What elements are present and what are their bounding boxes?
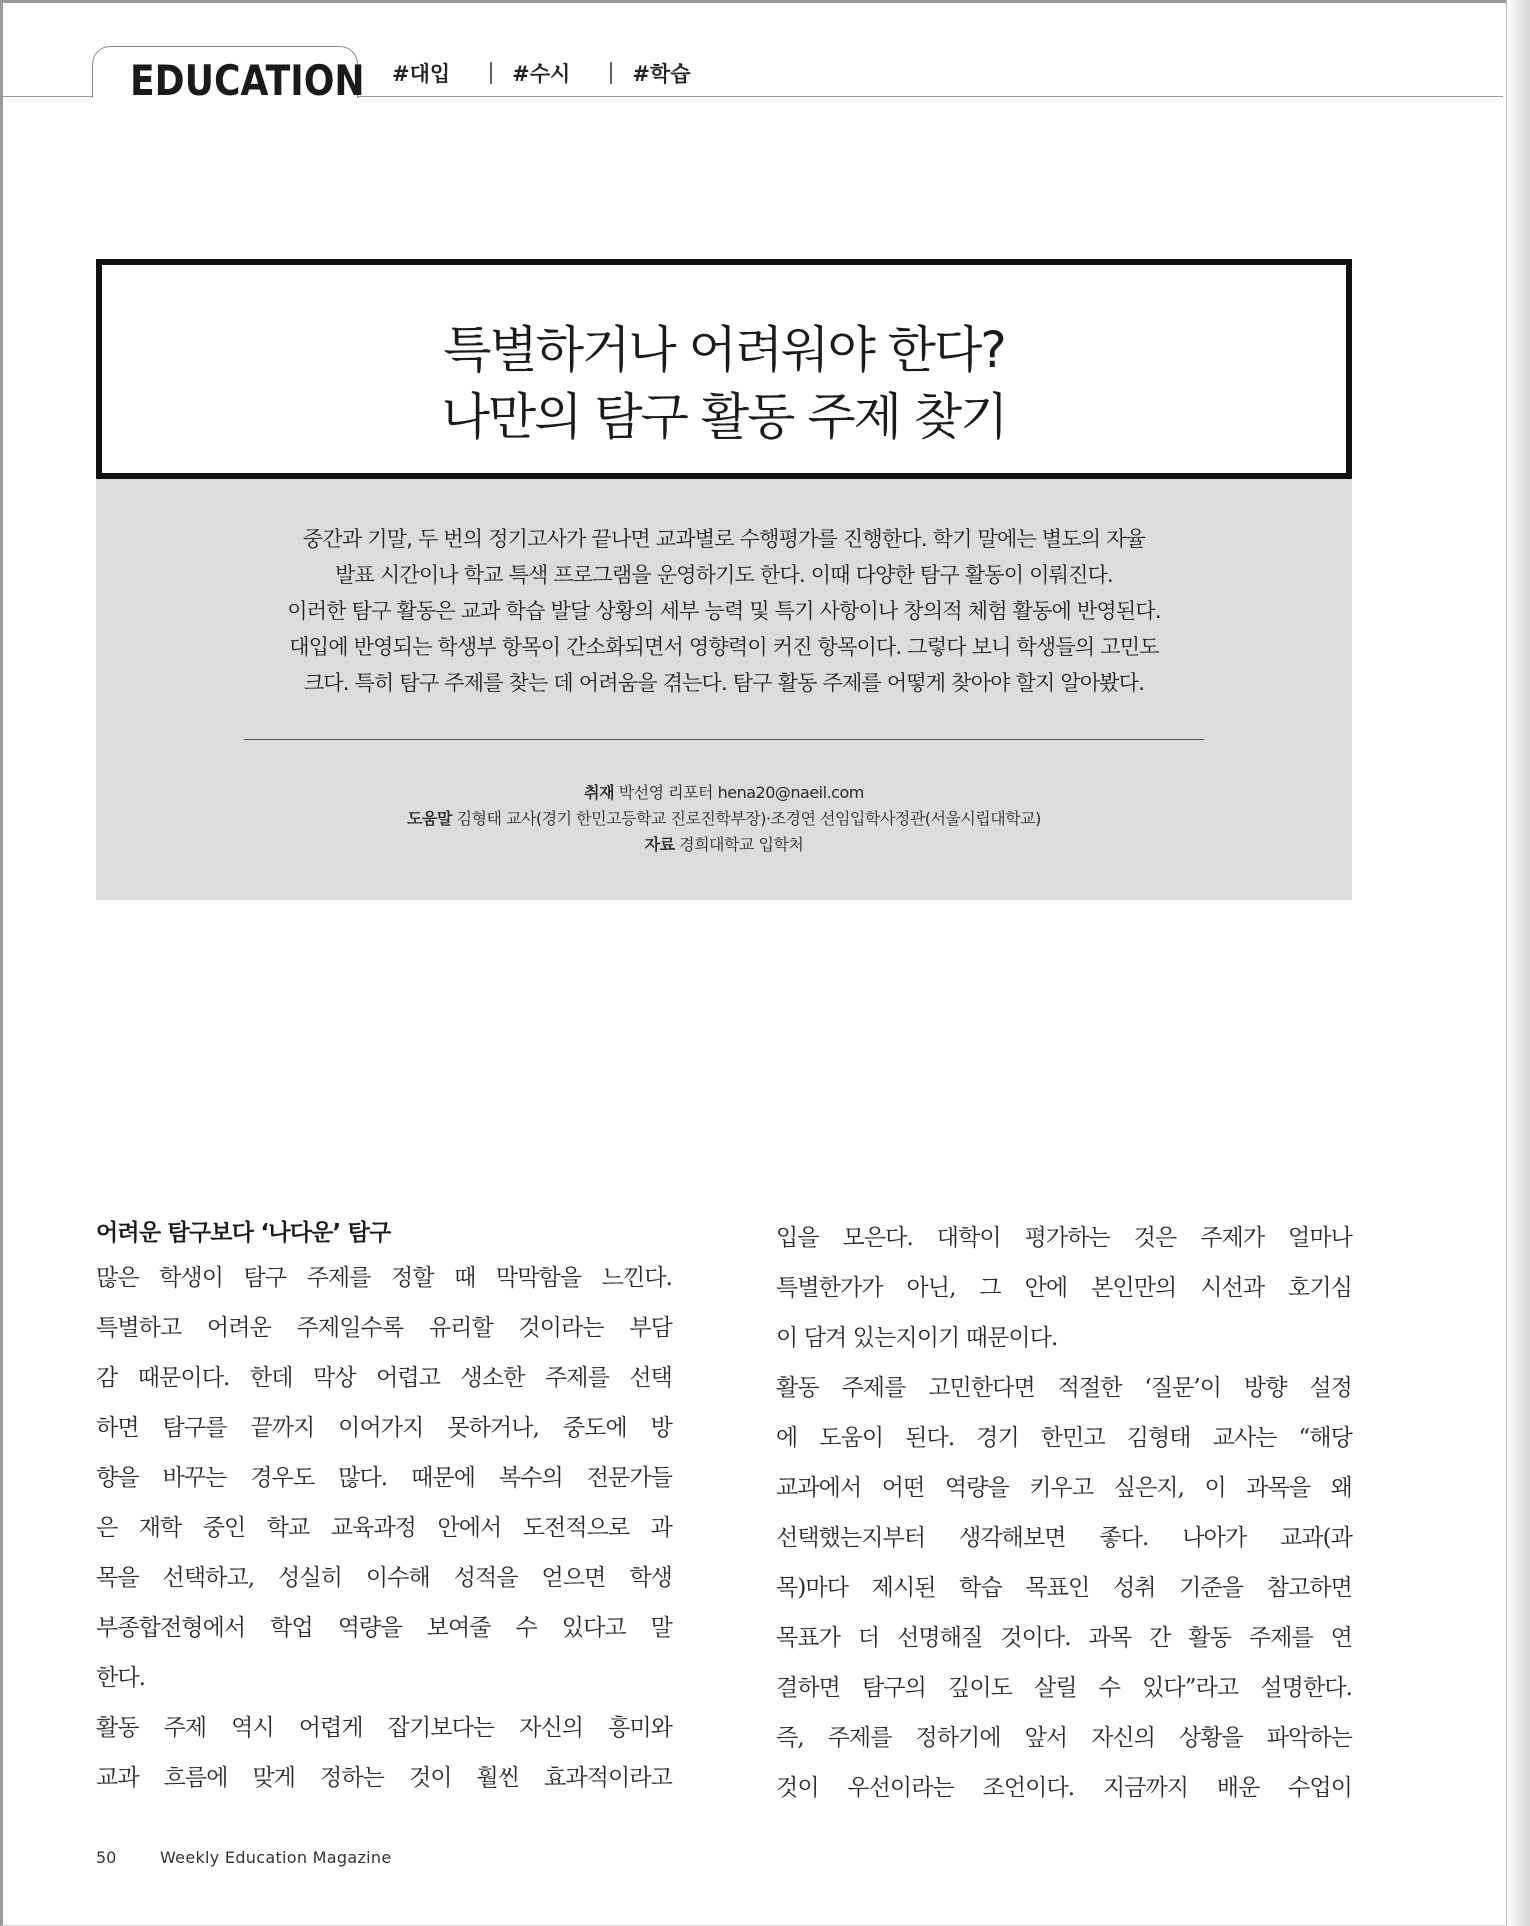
body-line: 교과 흐름에 맞게 정하는 것이 훨씬 효과적이라고: [96, 1765, 672, 1791]
title-box: [96, 259, 1352, 479]
credit-source: [96, 832, 1352, 858]
body-line: 향을 바꾸는 경우도 많다. 때문에 복수의 전문가들: [96, 1465, 672, 1491]
body-line: 하면 탐구를 끝까지 이어가지 못하거나, 중도에 방: [96, 1415, 672, 1441]
credit-help-value: 김형태 교사(경기 한민고등학교 진로진학부장)·조경연 선임입학사정관(서울시립대학교): [456, 809, 1041, 828]
headline-line-2: 나만의 탐구 활동 주제 찾기: [441, 388, 1007, 446]
lead-line: 발표 시간이나 학교 특색 프로그램을 운영하기도 한다. 이때 다양한 탐구 활동이 이뤄진다.: [335, 563, 1113, 587]
tag-admission[interactable]: #대입: [392, 62, 451, 86]
body-line: 것이 우선이라는 조언이다. 지금까지 배운 수업이: [776, 1775, 1352, 1801]
credit-help-label: 도움말: [407, 809, 452, 828]
body-line: 이 담겨 있는지이기 때문이다.: [776, 1325, 1058, 1351]
body-line: 은 재학 중인 학교 교육과정 안에서 도전적으로 과: [96, 1515, 672, 1541]
body-line: 한다.: [96, 1665, 146, 1691]
body-line: 특별한가가 아닌, 그 안에 본인만의 시선과 호기심: [776, 1275, 1352, 1301]
tag-divider: [610, 62, 612, 84]
body-line: 교과에서 어떤 역량을 키우고 싶은지, 이 과목을 왜: [776, 1475, 1352, 1501]
body-line: 선택했는지부터 생각해보면 좋다. 나아가 교과(과: [776, 1525, 1352, 1551]
credit-help: [96, 806, 1352, 832]
body-line: 활동 주제를 고민한다면 적절한 ‘질문’이 방향 설정: [776, 1375, 1352, 1401]
body-line: 감 때문이다. 한데 막상 어렵고 생소한 주제를 선택: [96, 1365, 672, 1391]
lead-line: 이러한 탐구 활동은 교과 학습 발달 상황의 세부 능력 및 특기 사항이나 창의적 체험 활동에 반영된다.: [287, 599, 1161, 623]
lead-line: 중간과 기말, 두 번의 정기고사가 끝나면 교과별로 수행평가를 진행한다. 학기 말에는 별도의 자율: [302, 527, 1146, 551]
body-line: 에 도움이 된다. 경기 한민고 김형태 교사는 “해당: [776, 1425, 1352, 1451]
body-line: 목표가 더 선명해질 것이다. 과목 간 활동 주제를 연: [776, 1625, 1352, 1651]
body-line: 많은 학생이 탐구 주제를 정할 때 막막함을 느낀다.: [96, 1265, 672, 1291]
section-name: EDUCATION: [130, 56, 365, 105]
body-line: 부종합전형에서 학업 역량을 보여줄 수 있다고 말: [96, 1615, 672, 1641]
tag-list: [392, 58, 731, 88]
credit-reporting-value: 박선영 리포터 hena20@naeil.com: [618, 783, 864, 802]
tag-divider: [490, 62, 492, 84]
credit-source-value: 경희대학교 입학처: [679, 835, 804, 854]
credits: [96, 780, 1352, 858]
body-line: 목을 선택하고, 성실히 이수해 성적을 얻으면 학생: [96, 1565, 672, 1591]
body-line: 즉, 주제를 정하기에 앞서 자신의 상황을 파악하는: [776, 1725, 1352, 1751]
lead-divider: [244, 739, 1204, 740]
credit-reporting-label: 취재: [584, 783, 615, 802]
lead-box: [96, 479, 1352, 900]
lead-line: 크다. 특히 탐구 주제를 찾는 데 어려움을 겪는다. 탐구 활동 주제를 어떻게 찾아야 할지 알아봤다.: [303, 671, 1145, 695]
body-line: 결하면 탐구의 깊이도 살릴 수 있다”라고 설명한다.: [776, 1675, 1352, 1701]
tag-learning[interactable]: #학습: [632, 62, 691, 86]
page-number: 50: [96, 1848, 117, 1867]
body-line: 특별하고 어려운 주제일수록 유리할 것이라는 부담: [96, 1315, 672, 1341]
credit-reporting: [96, 780, 1352, 806]
lead-line: 대입에 반영되는 학생부 항목이 간소화되면서 영향력이 커진 항목이다. 그렇다 보니 학생들의 고민도: [289, 635, 1159, 659]
article-column-right: [776, 1213, 1352, 1813]
lead-paragraph: [96, 521, 1352, 701]
tag-early-admission[interactable]: #수시: [512, 62, 571, 86]
article-column-left: [96, 1213, 672, 1803]
magazine-name: Weekly Education Magazine: [160, 1848, 392, 1867]
page-edge: [1506, 0, 1530, 1926]
credit-source-label: 자료: [644, 835, 675, 854]
body-line: 활동 주제 역시 어렵게 잡기보다는 자신의 흥미와: [96, 1715, 672, 1741]
headline-line-1: 특별하거나 어려워야 한다?: [443, 321, 1005, 379]
article-subhead: 어려운 탐구보다 ‘나다운’ 탐구: [96, 1220, 391, 1246]
body-line: 목)마다 제시된 학습 목표인 성취 기준을 참고하면: [776, 1575, 1352, 1601]
body-line: 입을 모은다. 대학이 평가하는 것은 주제가 얼마나: [776, 1225, 1352, 1251]
